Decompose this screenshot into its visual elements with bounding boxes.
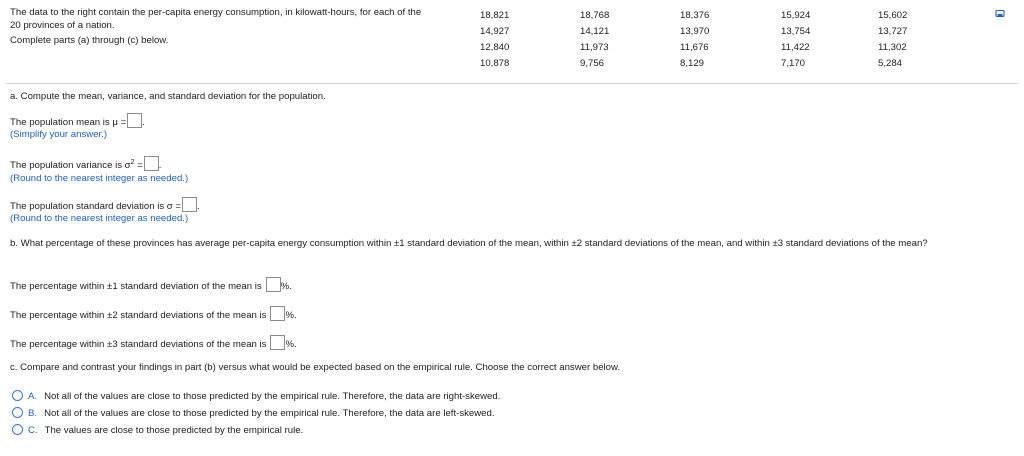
radio-icon[interactable] xyxy=(12,424,23,435)
option-b-text: Not all of the values are close to those predicted by the empirical rule. Therefore, the data are left-skewed. xyxy=(44,408,495,419)
part-a-heading: a. Compute the mean, variance, and standard deviation for the population. xyxy=(10,91,326,102)
radio-icon[interactable] xyxy=(12,407,23,418)
intro-line-2: 20 provinces of a nation. xyxy=(10,19,115,31)
table-cell: 12,840 xyxy=(480,42,510,53)
table-cell: 7,170 xyxy=(781,58,806,69)
intro-line-3: Complete parts (a) through (c) below. xyxy=(10,35,169,46)
table-cell: 18,376 xyxy=(680,10,710,21)
table-cell: 5,284 xyxy=(878,58,903,69)
table-cell: 11,973 xyxy=(580,42,609,53)
table-cell: 9,756 xyxy=(580,58,605,69)
within1-row xyxy=(10,277,292,292)
table-cell: 18,821 xyxy=(480,10,510,21)
option-c-letter: C. xyxy=(28,425,38,436)
table-cell: 10,878 xyxy=(480,58,510,69)
within2-answer-box[interactable] xyxy=(270,306,285,321)
within1-suffix: %. xyxy=(280,281,292,292)
option-a-letter: A. xyxy=(28,391,38,402)
within1-answer-box[interactable] xyxy=(266,277,281,292)
table-cell: 11,302 xyxy=(878,42,907,53)
table-cell: 13,754 xyxy=(781,26,811,37)
mean-answer-box[interactable] xyxy=(127,113,142,128)
table-cell: 13,727 xyxy=(878,26,908,37)
problem-intro xyxy=(10,7,480,48)
section-divider xyxy=(6,83,1018,84)
mean-label: The population mean is μ = xyxy=(10,117,127,128)
mean-hint: (Simplify your answer.) xyxy=(10,129,108,140)
within3-suffix: %. xyxy=(285,339,297,350)
sd-row xyxy=(10,197,200,212)
option-c[interactable] xyxy=(12,424,303,436)
option-c-text: The values are close to those predicted by the empirical rule. xyxy=(44,425,304,436)
radio-icon[interactable] xyxy=(12,390,23,401)
intro-line-1: The data to the right contain the per-capita energy consumption, in kilowatt-hours, for each of the xyxy=(10,7,422,18)
part-c-heading: c. Compare and contrast your findings in part (b) versus what would be expected based on the empirical rule. Choose the correct answer below. xyxy=(10,362,621,373)
mean-row xyxy=(10,113,145,128)
option-b-letter: B. xyxy=(28,408,38,419)
variance-answer-box[interactable] xyxy=(144,156,159,171)
within3-label: The percentage within ±3 standard deviations of the mean is xyxy=(10,339,267,350)
table-cell: 11,676 xyxy=(680,42,709,53)
table-cell: 14,927 xyxy=(480,26,510,37)
mean-period: . xyxy=(142,117,145,128)
within2-label: The percentage within ±2 standard deviations of the mean is xyxy=(10,310,267,321)
sd-answer-box[interactable] xyxy=(182,197,197,212)
within2-row xyxy=(10,306,297,321)
within1-label: The percentage within ±1 standard deviation of the mean is xyxy=(10,281,262,292)
within3-answer-box[interactable] xyxy=(270,335,285,350)
option-b[interactable] xyxy=(12,407,495,419)
copy-data-icon[interactable] xyxy=(995,9,1005,22)
table-cell: 13,970 xyxy=(680,26,710,37)
variance-period: . xyxy=(158,160,162,171)
option-a-text: Not all of the values are close to those predicted by the empirical rule. Therefore, the data are right-skewed. xyxy=(44,391,501,402)
variance-row xyxy=(10,156,161,171)
table-cell: 18,768 xyxy=(580,10,610,21)
table-cell: 14,121 xyxy=(580,26,610,37)
table-cell: 11,422 xyxy=(781,42,810,53)
variance-superscript: 2 xyxy=(130,158,135,166)
option-a[interactable] xyxy=(12,390,500,402)
table-cell: 8,129 xyxy=(680,58,705,69)
within2-suffix: %. xyxy=(285,310,297,321)
within3-row xyxy=(10,335,297,350)
table-cell: 15,924 xyxy=(781,10,811,21)
variance-equals: = xyxy=(134,160,143,171)
variance-label: The population variance is σ xyxy=(10,160,131,171)
sd-hint: (Round to the nearest integer as needed.) xyxy=(10,213,189,224)
sd-period: . xyxy=(197,201,200,212)
sd-label: The population standard deviation is σ = xyxy=(10,201,181,212)
variance-hint: (Round to the nearest integer as needed.) xyxy=(10,173,189,184)
table-cell: 15,602 xyxy=(878,10,908,21)
part-b-heading: b. What percentage of these provinces has average per-capita energy consumption within ±1 standard deviation of the mean, within ±2 standard deviations of the mean, and within ±3 standard deviations of the mean? xyxy=(10,238,928,249)
